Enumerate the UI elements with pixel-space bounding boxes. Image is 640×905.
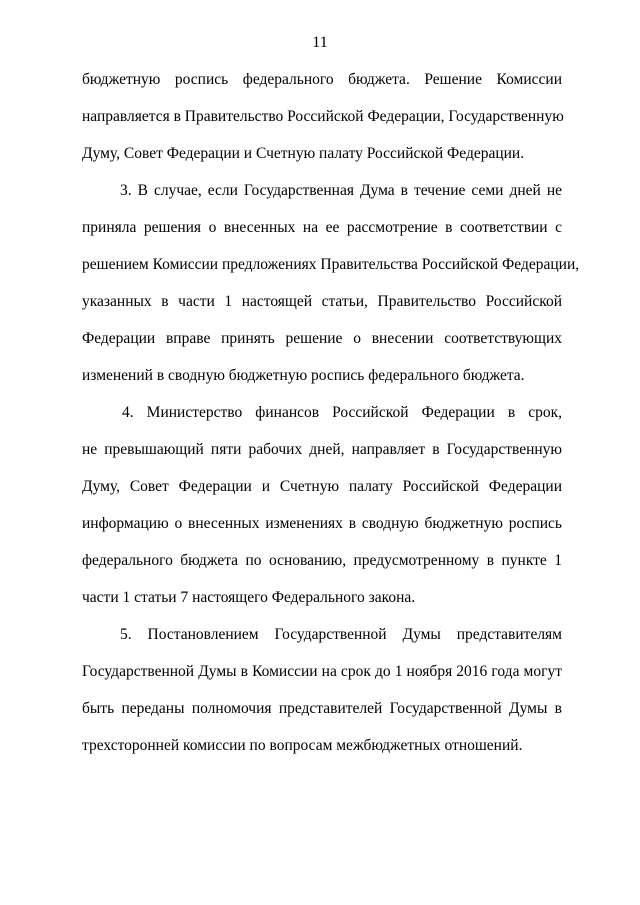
text-line: изменений в сводную бюджетную роспись федерального бюджета. [82,367,525,384]
text-line: Федерации вправе принять решение о внесении соответствующих [82,330,562,347]
text-line: бюджетную роспись федерального бюджета. Решение Комиссии [82,71,562,88]
text-line: Думу, Совет Федерации и Счетную палату Российской Федерации. [82,145,525,162]
text-line: части 1 статьи 7 настоящего Федерального закона. [82,589,416,606]
text-line: 5. Постановлением Государственной Думы представителям [120,626,562,643]
text-line: 4. Министерство финансов Российской Федерации в срок, [122,404,562,421]
text-line: трехсторонней комиссии по вопросам межбюджетных отношений. [82,737,523,754]
page-number: 11 [312,34,328,51]
text-line: 3. В случае, если Государственная Дума в течение семи дней не [120,182,562,199]
text-line: указанных в части 1 настоящей статьи, Правительство Российской [82,293,562,310]
text-line: федерального бюджета по основанию, предусмотренному в пункте 1 [82,552,562,569]
text-line: не превышающий пяти рабочих дней, направляет в Государственную [82,441,562,458]
text-line: приняла решения о внесенных на ее рассмотрение в соответствии с [82,219,562,236]
text-line: Государственной Думы в Комиссии на срок до 1 ноября 2016 года могут [82,663,562,680]
text-line: Думу, Совет Федерации и Счетную палату Российской Федерации [82,478,562,495]
text-line: направляется в Правительство Российской Федерации, Государственную [82,108,564,125]
text-line: быть переданы полномочия представителей Государственной Думы в [82,700,562,717]
text-line: информацию о внесенных изменениях в сводную бюджетную роспись [82,515,562,532]
text-line: решением Комиссии предложениях Правительства Российской Федерации, [82,256,580,273]
